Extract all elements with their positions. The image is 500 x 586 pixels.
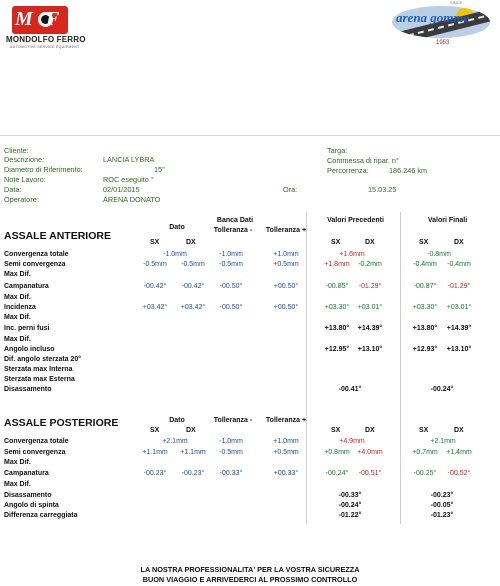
sx-header: SX bbox=[331, 427, 341, 434]
cell-fin-sx: -00.25° bbox=[413, 470, 437, 477]
column-divider bbox=[306, 212, 307, 524]
cell-dato-sx: +03.42° bbox=[142, 304, 168, 311]
row-label: Convergenza totale bbox=[4, 438, 69, 445]
data-label: Data: bbox=[4, 185, 22, 194]
tolleranza-minus-header: Tolleranza - bbox=[213, 227, 253, 234]
cell-dato-dx: -0.5mm bbox=[181, 261, 205, 268]
cell-toll-plus: +1.0mm bbox=[273, 251, 299, 258]
cell-prec-dx: -0.2mm bbox=[358, 261, 382, 268]
cell-dato-dx: +1.1mm bbox=[180, 449, 206, 456]
cell-fin: -00.24° bbox=[430, 386, 454, 393]
cell-prec-sx: +1.8mm bbox=[324, 261, 350, 268]
cell-fin-dx: -00.52° bbox=[447, 470, 471, 477]
ora-value: 15.03.25 bbox=[368, 185, 397, 194]
cell-fin-dx: -01.29° bbox=[447, 283, 471, 290]
cell-dato-dx: +03.42° bbox=[180, 304, 206, 311]
sx-header: SX bbox=[150, 427, 160, 434]
tolleranza-minus-header: Tolleranza - bbox=[213, 417, 253, 424]
cell-prec: -00.24° bbox=[338, 502, 362, 509]
row-label: Max Dif. bbox=[4, 294, 31, 301]
valori-finali-header: Valori Finali bbox=[427, 217, 468, 224]
cell-toll-plus: +00.50° bbox=[273, 304, 299, 311]
cell-toll-plus: +1.0mm bbox=[273, 438, 299, 445]
row-label: Angolo di spinta bbox=[4, 502, 59, 509]
cell-dato-sx: -00.42° bbox=[143, 283, 167, 290]
sx-header: SX bbox=[419, 239, 429, 246]
row-label: Sterzata max Esterna bbox=[4, 376, 75, 383]
ora-label: Ora: bbox=[283, 185, 298, 194]
row-label: Sterzata max Interna bbox=[4, 366, 73, 373]
operatore-value: ARENA DONATO bbox=[103, 195, 161, 204]
cell-fin-dx: +1.4mm bbox=[446, 449, 472, 456]
cell-prec-sx: -00.24° bbox=[325, 470, 349, 477]
sx-header: SX bbox=[419, 427, 429, 434]
row-label: Max Dif. bbox=[4, 481, 31, 488]
cell-prec-dx: -01.29° bbox=[358, 283, 382, 290]
cell-fin-dx: +03.01° bbox=[446, 304, 472, 311]
row-label: Max Dif. bbox=[4, 314, 31, 321]
descrizione-label: Descrizione: bbox=[4, 155, 45, 164]
logo-year: 1953 bbox=[436, 40, 450, 46]
cell-toll-minus: -00.50° bbox=[219, 283, 243, 290]
cell-dato-sx: -0.5mm bbox=[143, 261, 167, 268]
dx-header: DX bbox=[454, 239, 464, 246]
row-label: Angolo incluso bbox=[4, 346, 55, 353]
dx-header: DX bbox=[186, 427, 196, 434]
cell-fin-sx: -0.4mm bbox=[413, 261, 437, 268]
cell-fin-sx: +12.93° bbox=[412, 346, 438, 353]
cell-fin: -00.05° bbox=[430, 502, 454, 509]
cell-fin-sx: +0.7mm bbox=[412, 449, 438, 456]
cell-toll-plus: +00.33° bbox=[273, 470, 299, 477]
row-label: Max Dif. bbox=[4, 459, 31, 466]
mondolfo-ferro-logo bbox=[6, 6, 100, 50]
cell-prec: -00.33° bbox=[338, 492, 362, 499]
logo-since: SINCE bbox=[450, 0, 463, 5]
cell-prec-dx: -00.51° bbox=[358, 470, 382, 477]
dx-header: DX bbox=[365, 239, 375, 246]
row-label: Semi convergenza bbox=[4, 261, 66, 268]
cell-toll-minus: -00.50° bbox=[219, 304, 243, 311]
cell-prec-sx: -00.85° bbox=[325, 283, 349, 290]
cell-prec: +1.6mm bbox=[339, 251, 365, 258]
row-label: Max Dif. bbox=[4, 271, 31, 278]
cell-fin-dx: +13.10° bbox=[446, 346, 472, 353]
cell-fin: -0.8mm bbox=[427, 251, 451, 258]
cell-dato-dx: -00.42° bbox=[181, 283, 205, 290]
cell-prec: +4.9mm bbox=[339, 438, 365, 445]
percorrenza-value: 186.246 km bbox=[389, 166, 428, 175]
cell-toll-minus: -0.5mm bbox=[219, 261, 243, 268]
cell-dato: +2.1mm bbox=[162, 438, 188, 445]
cell-toll-plus: +0.5mm bbox=[273, 261, 299, 268]
footer-line-2: BUON VIAGGIO E ARRIVEDERCI AL PROSSIMO CONTROLLO bbox=[142, 575, 358, 584]
sx-header: SX bbox=[331, 239, 341, 246]
cliente-label: Cliente: bbox=[4, 146, 29, 155]
cell-toll-minus: -1.0mm bbox=[219, 438, 243, 445]
note-lavoro-value: ROC eseguito ° bbox=[103, 175, 154, 184]
cell-dato-dx: -00.23° bbox=[181, 470, 205, 477]
banca-dati-header: Banca Dati bbox=[216, 217, 254, 224]
assale-posteriore-title: ASSALE POSTERIORE bbox=[4, 417, 119, 429]
cell-prec-sx: +12.95° bbox=[324, 346, 350, 353]
percorrenza-label: Percorrenza: bbox=[327, 166, 369, 175]
row-label: Campanatura bbox=[4, 470, 49, 477]
row-label: Differenza carreggiata bbox=[4, 512, 78, 519]
cell-toll-plus: +00.50° bbox=[273, 283, 299, 290]
cell-prec-sx: +13.80° bbox=[324, 325, 350, 332]
cell-prec-sx: +03.30° bbox=[324, 304, 350, 311]
valori-precedenti-header: Valori Precedenti bbox=[327, 217, 384, 224]
diametro-value: 15" bbox=[154, 165, 165, 174]
cell-fin: -01.23° bbox=[430, 512, 454, 519]
cell-dato: -1.0mm bbox=[163, 251, 187, 258]
cell-prec-dx: +4.0mm bbox=[357, 449, 383, 456]
row-label: Convergenza totale bbox=[4, 251, 69, 258]
row-label: Campanatura bbox=[4, 283, 49, 290]
cell-fin-sx: -00.87° bbox=[413, 283, 437, 290]
row-label: Incidenza bbox=[4, 304, 36, 311]
cell-fin: -00.23° bbox=[430, 492, 454, 499]
cell-prec: -01.22° bbox=[338, 512, 362, 519]
cell-toll-minus: -0.5mm bbox=[219, 449, 243, 456]
cell-prec-dx: +14.39° bbox=[357, 325, 383, 332]
diametro-label: Diametro di Riferimento: bbox=[4, 165, 83, 174]
sx-header: SX bbox=[150, 239, 160, 246]
dx-header: DX bbox=[454, 427, 464, 434]
data-value: 02/01/2015 bbox=[103, 185, 140, 194]
descrizione-value: LANCIA LYBRA bbox=[103, 155, 155, 164]
cell-prec-dx: +13.10° bbox=[357, 346, 383, 353]
row-label: Max Dif. bbox=[4, 336, 31, 343]
cell-toll-minus: -00.33° bbox=[219, 470, 243, 477]
header-separator bbox=[0, 135, 500, 136]
operatore-label: Operatore: bbox=[4, 195, 39, 204]
cell-prec-sx: +0.8mm bbox=[324, 449, 350, 456]
cell-fin-sx: +03.30° bbox=[412, 304, 438, 311]
commessa-label: Commessa di ripar. n° bbox=[327, 156, 399, 165]
logo-brand-name: MONDOLFO FERRO bbox=[6, 35, 86, 44]
row-label: Semi convergenza bbox=[4, 449, 66, 456]
assale-anteriore-title: ASSALE ANTERIORE bbox=[4, 230, 111, 242]
cell-dato-sx: +1.1mm bbox=[142, 449, 168, 456]
cell-dato-sx: -00.23° bbox=[143, 470, 167, 477]
dx-header: DX bbox=[186, 239, 196, 246]
dato-header: Dato bbox=[169, 224, 185, 231]
column-divider bbox=[400, 212, 401, 524]
cell-prec: -00.41° bbox=[338, 386, 362, 393]
targa-label: Targa: bbox=[327, 146, 348, 155]
cell-toll-plus: +0.5mm bbox=[273, 449, 299, 456]
row-label: Disassamento bbox=[4, 386, 52, 393]
note-lavoro-label: Note Lavoro: bbox=[4, 175, 46, 184]
dx-header: DX bbox=[365, 427, 375, 434]
cell-toll-minus: -1.0mm bbox=[219, 251, 243, 258]
row-label: Disassamento bbox=[4, 492, 52, 499]
row-label: Inc. perni fusi bbox=[4, 325, 50, 332]
logo-brand-subtitle: AUTOMOTIVE SERVICE EQUIPMENT bbox=[10, 45, 80, 49]
cell-fin-dx: -0.4mm bbox=[447, 261, 471, 268]
footer-line-1: LA NOSTRA PROFESSIONALITA' PER LA VOSTRA SICUREZZA bbox=[140, 565, 360, 574]
cell-fin: +2.1mm bbox=[430, 438, 456, 445]
tolleranza-plus-header: Tolleranza + bbox=[265, 227, 307, 234]
dato-header: Dato bbox=[169, 417, 185, 424]
arena-gomme-logo bbox=[388, 0, 496, 50]
logo-shop-name: arena gomme bbox=[396, 10, 470, 25]
cell-fin-sx: +13.80° bbox=[412, 325, 438, 332]
mondolfo-badge: M F bbox=[12, 6, 68, 34]
cell-fin-dx: +14.39° bbox=[446, 325, 472, 332]
cell-prec-dx: +03.01° bbox=[357, 304, 383, 311]
row-label: Dif. angolo sterzata 20° bbox=[4, 356, 82, 363]
tolleranza-plus-header: Tolleranza + bbox=[265, 417, 307, 424]
